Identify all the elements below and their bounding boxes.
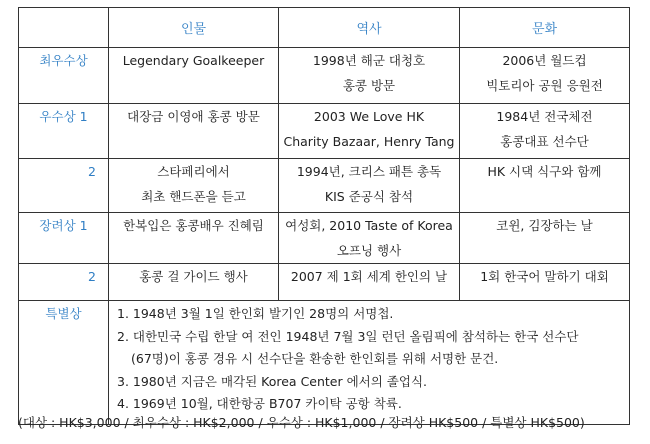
history-cell: 여성회, 2010 Taste of Korea 오프닝 행사	[279, 213, 460, 264]
list-item: (67명)이 홍콩 경유 시 선수단을 환송한 한인회를 위해 서명한 문건.	[131, 351, 499, 366]
history-cell: 1998년 해군 대청호 홍콩 방문	[279, 48, 460, 104]
special-list	[109, 301, 630, 425]
row-label: 최우수상	[19, 48, 109, 104]
row-label: 우수상 1	[19, 104, 109, 159]
culture-cell: HK 시댁 식구와 함께	[460, 159, 630, 213]
header-culture: 문화	[460, 8, 630, 48]
culture-cell: 2006년 월드컵 빅토리아 공원 응원전	[460, 48, 630, 104]
header-person: 인물	[109, 8, 279, 48]
special-row	[19, 301, 630, 425]
row-label: 2	[19, 264, 109, 301]
history-cell: 2003 We Love HK Charity Bazaar, Henry Tang	[279, 104, 460, 159]
table-row	[19, 48, 630, 104]
list-item: 3. 1980년 지금은 매각된 Korea Center 에서의 졸업식.	[117, 373, 428, 389]
special-label: 특별상	[19, 301, 109, 425]
person-cell: 한복입은 홍콩배우 진혜림	[109, 213, 279, 264]
list-item: 4. 1969년 10월, 대한항공 B707 카이탁 공항 착륙.	[117, 396, 402, 411]
culture-cell: 1984년 전국체전 홍콩대표 선수단	[460, 104, 630, 159]
table-row	[19, 104, 630, 159]
culture-cell: 코윈, 김장하는 날	[460, 213, 630, 264]
list-item: 2. 대한민국 수립 한달 여 전인 1948년 7월 3일 런던 올림픽에 참석하는 한국 선수단	[117, 328, 579, 344]
history-cell: 2007 제 1회 세계 한인의 날	[279, 264, 460, 301]
table-row	[19, 213, 630, 264]
row-label: 장려상 1	[19, 213, 109, 264]
header-corner	[19, 8, 109, 48]
history-cell: 1994년, 크리스 패튼 총독 KIS 준공식 참석	[279, 159, 460, 213]
awards-table	[18, 7, 630, 425]
person-cell: 스타페리에서 최초 핸드폰을 듣고	[109, 159, 279, 213]
person-cell: Legendary Goalkeeper	[109, 48, 279, 104]
table-row	[19, 159, 630, 213]
header-history: 역사	[279, 8, 460, 48]
person-cell: 홍콩 걸 가이드 행사	[109, 264, 279, 301]
prize-footer: (대상 : HK$3,000 / 최우수상 : HK$2,000 / 우수상 : HK$1,000 / 장려상 HK$500 / 특별상 HK$500)	[18, 415, 585, 430]
header-row	[19, 8, 630, 48]
row-label: 2	[19, 159, 109, 213]
list-item: 1. 1948년 3월 1일 한인회 발기인 28명의 서명첩.	[117, 306, 394, 321]
table-row	[19, 264, 630, 301]
culture-cell: 1회 한국어 말하기 대회	[460, 264, 630, 301]
person-cell: 대장금 이영애 홍콩 방문	[109, 104, 279, 159]
